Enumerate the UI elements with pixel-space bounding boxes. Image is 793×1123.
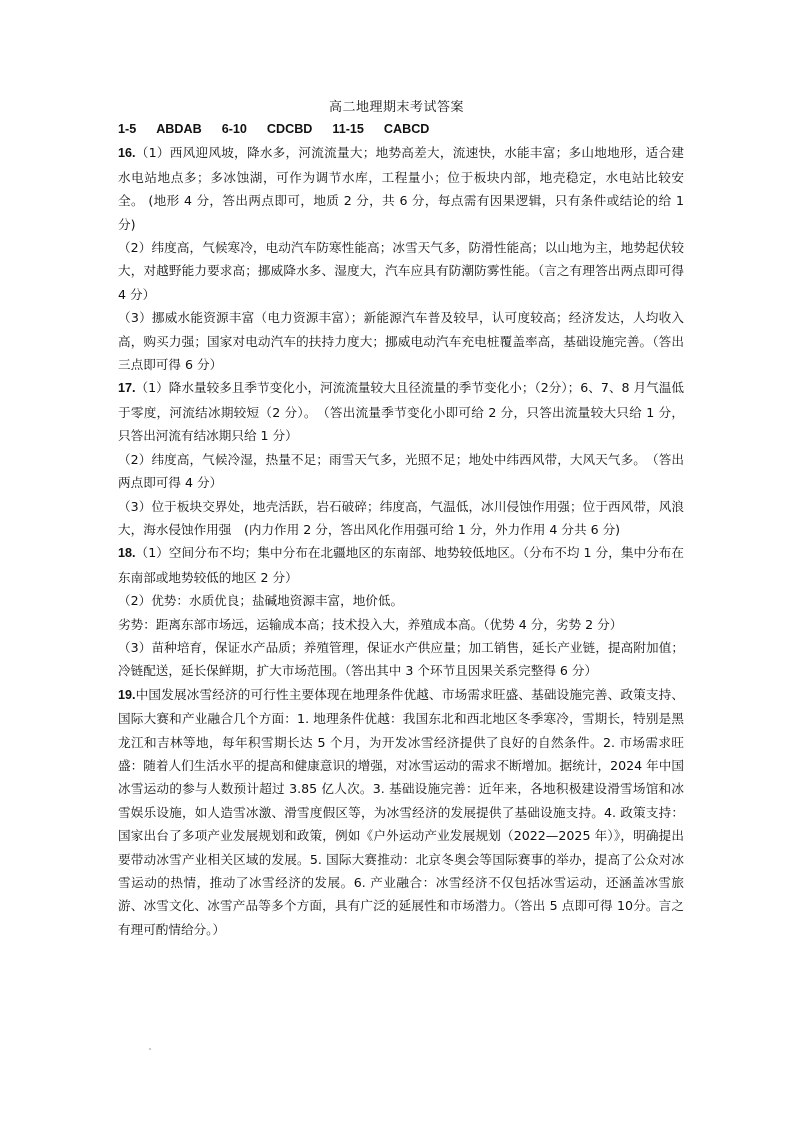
q18-part1: 18.（1）空间分布不均；集中分布在北疆地区的东南部、地势较低地区。（分布不均 1 分，集中分布在东南部或地势较低的地区 2 分） xyxy=(118,545,684,585)
answer-content xyxy=(118,118,684,941)
q16-number: 16. xyxy=(118,146,136,161)
q18-part3: （3）苗种培育，保证水产品质；养殖管理，保证水产供应量；加工销售，延长产业链，提高附加值；冷链配送，延长保鲜期，扩大市场范围。（答出其中 3 个环节且因果关系完整得 6 分） xyxy=(118,639,684,679)
q17-part3: （3）位于板块交界处，地壳活跃，岩石破碎；纬度高，气温低，冰川侵蚀作用强；位于西风带，风浪大，海水侵蚀作用强 (内力作用 2 分，答出风化作用强可给 1 分，外力作用 4 分共 6 分) xyxy=(118,498,684,537)
multiple-choice-answers xyxy=(118,118,684,141)
q16-part1: 16.（1）西风迎风坡，降水多，河流流量大；地势高差大，流速快，水能丰富；多山地地形，适合建水电站地点多；多冰蚀湖，可作为调节水库，工程量小；位于板块内部，地壳稳定，水电站比较安全。 (地形 4 分，答出两点即可，地质 2 分，共 6 分，每点需有因果逻辑，只有条件或结论的给 1 分) xyxy=(118,145,684,232)
q18-part2-disadvantage: 劣势：距离东部市场远，运输成本高；技术投入大，养殖成本高。（优势 4 分，劣势 2 分） xyxy=(118,616,623,632)
q19-number: 19. xyxy=(118,687,136,702)
mc-answer-3: CABCD xyxy=(383,122,430,136)
page-title: 高二地理期末考试答案 xyxy=(328,100,464,115)
q17-part2: （2）纬度高，气候冷湿，热量不足；雨雪天气多，光照不足；地处中纬西风带，大风天气多。 （答出两点即可得 4 分） xyxy=(118,451,684,491)
q19-answer: 19.中国发展冰雪经济的可行性主要体现在地理条件优越、市场需求旺盛、基础设施完善、政策支持、国际大赛和产业融合几个方面：1. 地理条件优越：我国东北和西北地区冬季寒冷，雪期长，特别是黑龙江和吉林等地，每年积雪期长达 5 个月，为开发冰雪经济提供了良好的自然条件。2. 市场需求旺盛：随着人们生活水平的提高和健康意识的增强，对冰雪运动的需求不断增加。据统计，2024 年中国冰雪运动的参与人数预计超过 3.85 亿人次。3. 基础设施完善：近年来，各地积极建设滑雪场馆和冰雪娱乐设施，如人造雪冰激、滑雪度假区等，为冰雪经济的发展提供了基础设施支持。4. 政策支持：国家出台了多项产业发展规划和政策，例如《户外运动产业发展规划（2022—2025 年）》，明确提出要带动冰雪产业相关区域的发展。5. 国际大赛推动：北京冬奥会等国际赛事的举办，提高了公众对冰雪运动的热情，推动了冰雪经济的发展。6. 产业融合：冰雪经济不仅包括冰雪运动，还涵盖冰雪旅游、冰雪文化、冰雪产品等多个方面，具有广泛的延展性和市场潜力。（答出 5 点即可得 10分。言之有理可酌情给分。） xyxy=(118,686,684,937)
q16-part3: （3）挪威水能资源丰富（电力资源丰富）；新能源汽车普及较早，认可度较高；经济发达，人均收入高，购买力强；国家对电动汽车的扶持力度大；挪威电动汽车充电桩覆盖率高，基础设施完善。（答出三点即可得 6 分） xyxy=(118,310,684,373)
mc-range-2: 6-10 xyxy=(221,122,247,136)
scan-speck xyxy=(149,1048,151,1050)
mc-answer-1: ABDAB xyxy=(156,122,202,136)
mc-answer-2: CDCBD xyxy=(266,122,313,136)
q17-part1: 17.（1）降水量较多且季节变化小，河流流量较大且径流量的季节变化小；（2分）；6、7、8 月气温低于零度，河流结冰期较短（2 分）。 （答出流量季节变化小即可给 2 分，只答出流量较大只给 1 分，只答出河流有结冰期只给 1 分） xyxy=(118,380,684,444)
q18-number: 18. xyxy=(118,546,136,561)
q16-part2: （2）纬度高，气候寒冷，电动汽车防寒性能高；冰雪天气多，防滑性能高；以山地为主，地势起伏较大，对越野能力要求高；挪威降水多、湿度大，汽车应具有防潮防雾性能。（言之有理答出两点即可得 4 分） xyxy=(118,240,684,302)
mc-range-1: 1-5 xyxy=(118,122,137,136)
q17-number: 17. xyxy=(118,381,136,396)
mc-range-3: 11-15 xyxy=(332,122,364,136)
q18-part2: （2）优势：水质优良；盐碱地资源丰富，地价低。 xyxy=(118,593,404,609)
